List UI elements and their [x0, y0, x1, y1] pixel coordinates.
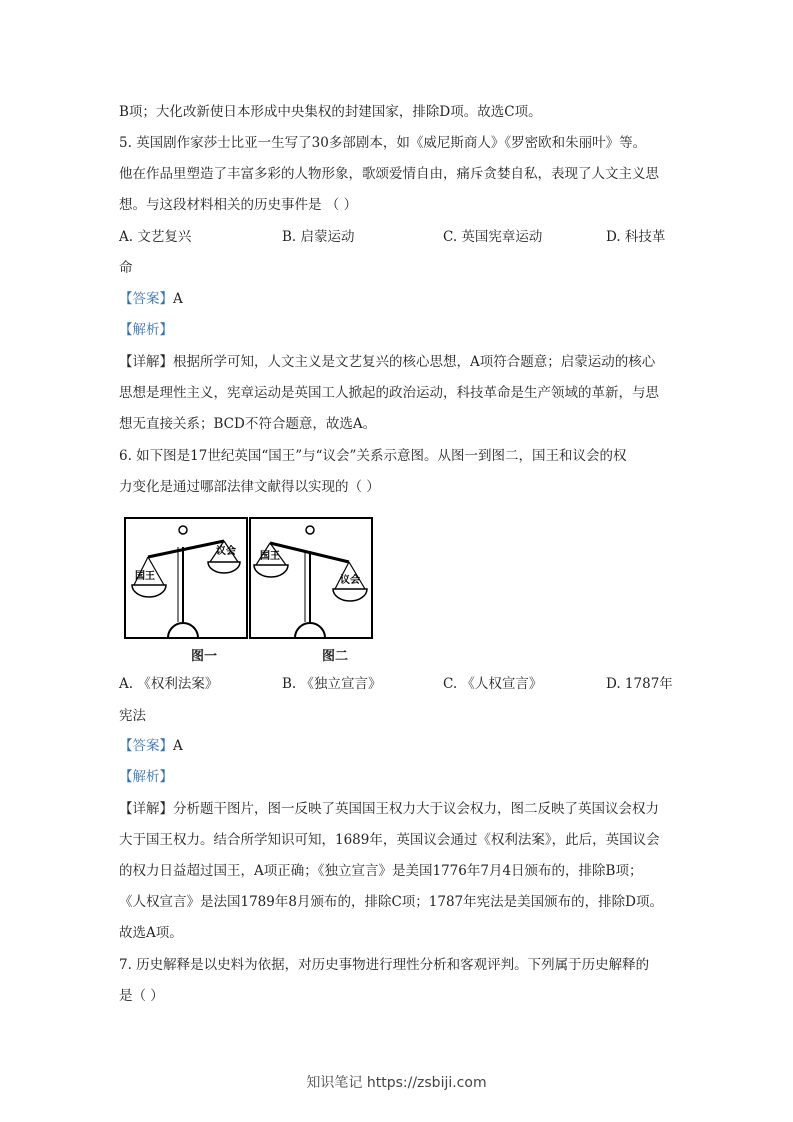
q6-analysis-tag: 【解析】	[119, 769, 173, 785]
question-6-stem: 6. 如下图是17世纪英国“国王”与“议会”关系示意图。从图一到图二，国王和议会的权	[119, 448, 627, 464]
question-7-stem: 7. 历史解释是以史料为依据，对历史事物进行理性分析和客观评判。下列属于历史解释的	[119, 957, 650, 973]
q5-answer	[119, 289, 183, 309]
q5-detail	[119, 352, 655, 372]
balance-diagram	[124, 517, 374, 659]
q6-detail: 《人权宣言》是法国1789年8月颁布的，排除C项；1787年宪法是美国颁布的，排除D项。	[119, 894, 663, 910]
answer-value: A	[173, 291, 183, 307]
q6-detail: 的权力日益超过国王，A项正确；《独立宣言》是美国1776年7月4日颁布的，排除B项；	[119, 863, 643, 879]
text-line: B项；大化改新使日本形成中央集权的封建国家，排除D项。故选C项。	[119, 104, 542, 120]
q6-detail: 大于国王权力。结合所学知识可知，1689年，英国议会通过《权利法案》，此后，英国议会	[119, 832, 660, 848]
detail-tag: 【详解】	[119, 801, 173, 817]
q6-option-d: D. 1787年	[606, 676, 673, 692]
answer-value: A	[173, 738, 183, 754]
figure-1-base	[168, 623, 198, 638]
figure-2-king-label: 国王	[260, 551, 280, 562]
figure-1-parliament-pan	[208, 562, 240, 573]
figure-1-king-pan	[132, 585, 166, 597]
q5-analysis-tag: 【解析】	[119, 322, 173, 338]
q6-option-a: A. 《权利法案》	[119, 676, 219, 692]
figure-2-caption: 图二	[322, 649, 349, 664]
q5-option-d-wrap: 命	[119, 260, 133, 276]
figure-1-king-label: 国王	[135, 571, 155, 582]
figure-2-pivot-ring	[306, 526, 314, 534]
figure-1-caption: 图一	[191, 649, 218, 664]
question-6-stem: 力变化是通过哪部法律文献得以实现的（ ）	[119, 479, 380, 495]
q6-option-b: B. 《独立宣言》	[282, 676, 382, 692]
figure-1-pivot-ring	[179, 526, 187, 534]
figure-1-parliament-label: 议会	[216, 546, 236, 557]
q6-option-c: C. 《人权宣言》	[443, 676, 543, 692]
figure-2-parliament-pan	[333, 589, 367, 601]
answer-tag: 【答案】	[119, 291, 173, 307]
answer-tag: 【答案】	[119, 738, 173, 754]
figure-1-beam	[148, 541, 224, 557]
question-5-stem: 5. 英国剧作家莎士比亚一生写了30多部剧本，如《威尼斯商人》《罗密欧和朱丽叶》等。	[119, 135, 647, 151]
q5-option-b: B. 启蒙运动	[282, 229, 355, 245]
q5-option-d: D. 科技革	[606, 229, 666, 245]
q5-detail: 思想是理性主义，宪章运动是英国工人掀起的政治运动，科技革命是生产领域的革新，与思	[119, 385, 659, 401]
detail-text: 分析题干图片，图一反映了英国国王权力大于议会权力，图二反映了英国议会权力	[173, 801, 659, 817]
balance-figure	[124, 517, 374, 659]
q5-option-c: C. 英国宪章运动	[443, 229, 543, 245]
detail-tag: 【详解】	[119, 354, 173, 370]
q5-detail: 想无直接关系；BCD不符合题意，故选A。	[119, 416, 377, 432]
question-5-stem: 想。与这段材料相关的历史事件是 （ ）	[119, 197, 358, 213]
question-7-stem: 是（ ）	[119, 988, 164, 1004]
footer-watermark: 知识笔记 https://zsbiji.com	[306, 1075, 487, 1091]
q6-detail	[119, 799, 659, 819]
q6-detail: 故选A项。	[119, 925, 183, 941]
q6-option-d-wrap: 宪法	[119, 708, 146, 724]
question-5-stem: 他在作品里塑造了丰富多彩的人物形象，歌颂爱情自由，痛斥贪婪自私，表现了人文主义思	[119, 166, 659, 182]
figure-2-parliament-label: 议会	[340, 575, 360, 586]
detail-text: 根据所学可知，人文主义是文艺复兴的核心思想，A项符合题意；启蒙运动的核心	[173, 354, 656, 370]
figure-2-king-pan	[254, 565, 288, 577]
q5-option-a: A. 文艺复兴	[119, 229, 192, 245]
figure-2-base	[295, 623, 325, 638]
q6-answer	[119, 736, 183, 756]
